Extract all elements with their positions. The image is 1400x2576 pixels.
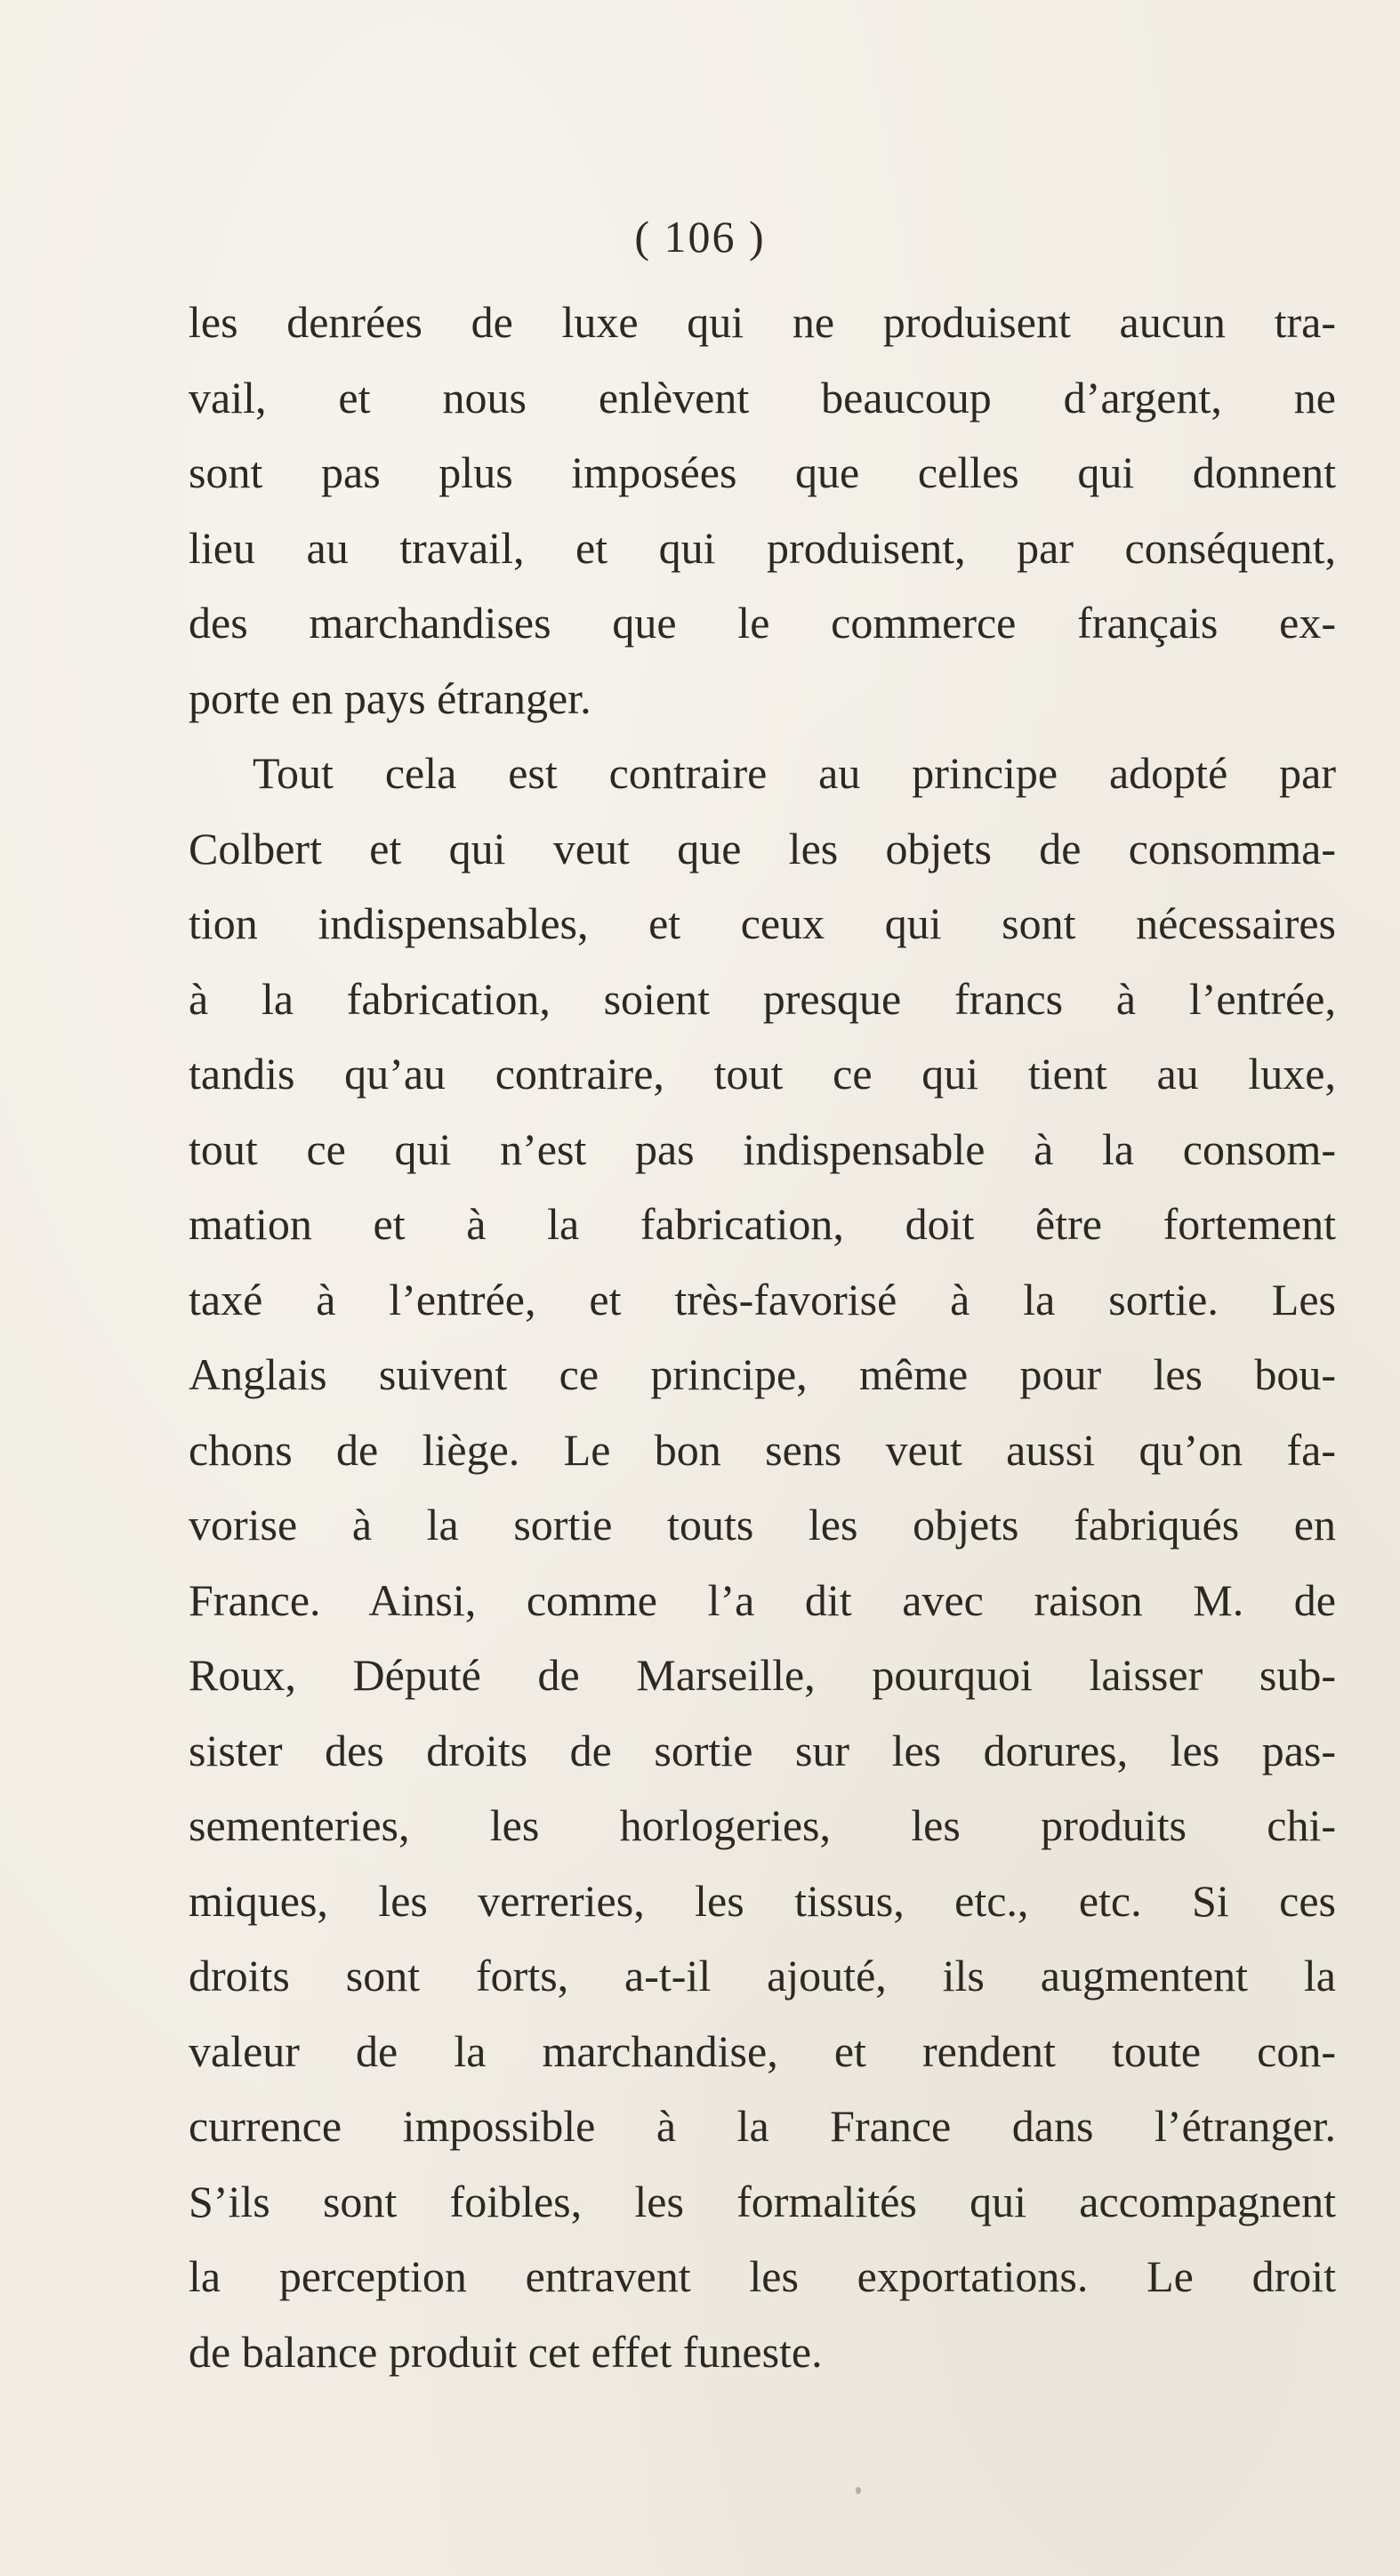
text-line: la perception entravent les exportations. Le droit: [189, 2251, 1336, 2301]
body-text: [189, 285, 1336, 2389]
text-line: Roux, Député de Marseille, pourquoi laisser sub-: [189, 1650, 1336, 1700]
text-line: sementeries, les horlogeries, les produits chi-: [189, 1800, 1336, 1850]
paper-speck: [856, 2487, 861, 2494]
text-line: Anglais suivent ce principe, même pour les bou-: [189, 1349, 1336, 1399]
text-line: taxé à l’entrée, et très-favorisé à la sortie. Les: [189, 1274, 1336, 1324]
text-line: tout ce qui n’est pas indispensable à la consom-: [189, 1123, 1336, 1174]
text-line: des marchandises que le commerce français ex-: [189, 598, 1336, 648]
text-line: mation et à la fabrication, doit être fortement: [189, 1199, 1336, 1249]
text-line: Colbert et qui veut que les objets de consomma-: [189, 823, 1336, 873]
text-line: tandis qu’au contraire, tout ce qui tient au luxe,: [189, 1049, 1336, 1099]
text-line: lieu au travail, et qui produisent, par conséquent,: [189, 522, 1336, 573]
text-line: currence impossible à la France dans l’étranger.: [189, 2101, 1336, 2151]
text-line: valeur de la marchandise, et rendent toute con-: [189, 2025, 1336, 2076]
text-line: tion indispensables, et ceux qui sont nécessaires: [189, 898, 1336, 948]
text-line: S’ils sont foibles, les formalités qui accompagnent: [189, 2176, 1336, 2226]
text-line: sont pas plus imposées que celles qui donnent: [189, 447, 1336, 497]
text-line: Tout cela est contraire au principe adopté par: [253, 748, 1336, 798]
page-number: ( 106 ): [634, 212, 766, 262]
text-line: porte en pays étranger.: [189, 672, 591, 723]
text-line: chons de liège. Le bon sens veut aussi qu’on fa-: [189, 1424, 1336, 1475]
text-line: de balance produit cet effet funeste.: [189, 2326, 823, 2377]
text-line: France. Ainsi, comme l’a dit avec raison M. de: [189, 1574, 1336, 1625]
text-line: vail, et nous enlèvent beaucoup d’argent, ne: [189, 372, 1336, 423]
text-line: à la fabrication, soient presque francs à l’entrée,: [189, 973, 1336, 1024]
text-line: droits sont forts, a-t-il ajouté, ils augmentent la: [189, 1951, 1336, 2000]
text-line: sister des droits de sortie sur les dorures, les pas-: [189, 1725, 1336, 1775]
text-line: les denrées de luxe qui ne produisent aucun tra-: [189, 297, 1336, 347]
text-line: miques, les verreries, les tissus, etc., etc. Si ces: [189, 1875, 1336, 1926]
text-line: vorise à la sortie touts les objets fabriqués en: [189, 1500, 1336, 1550]
